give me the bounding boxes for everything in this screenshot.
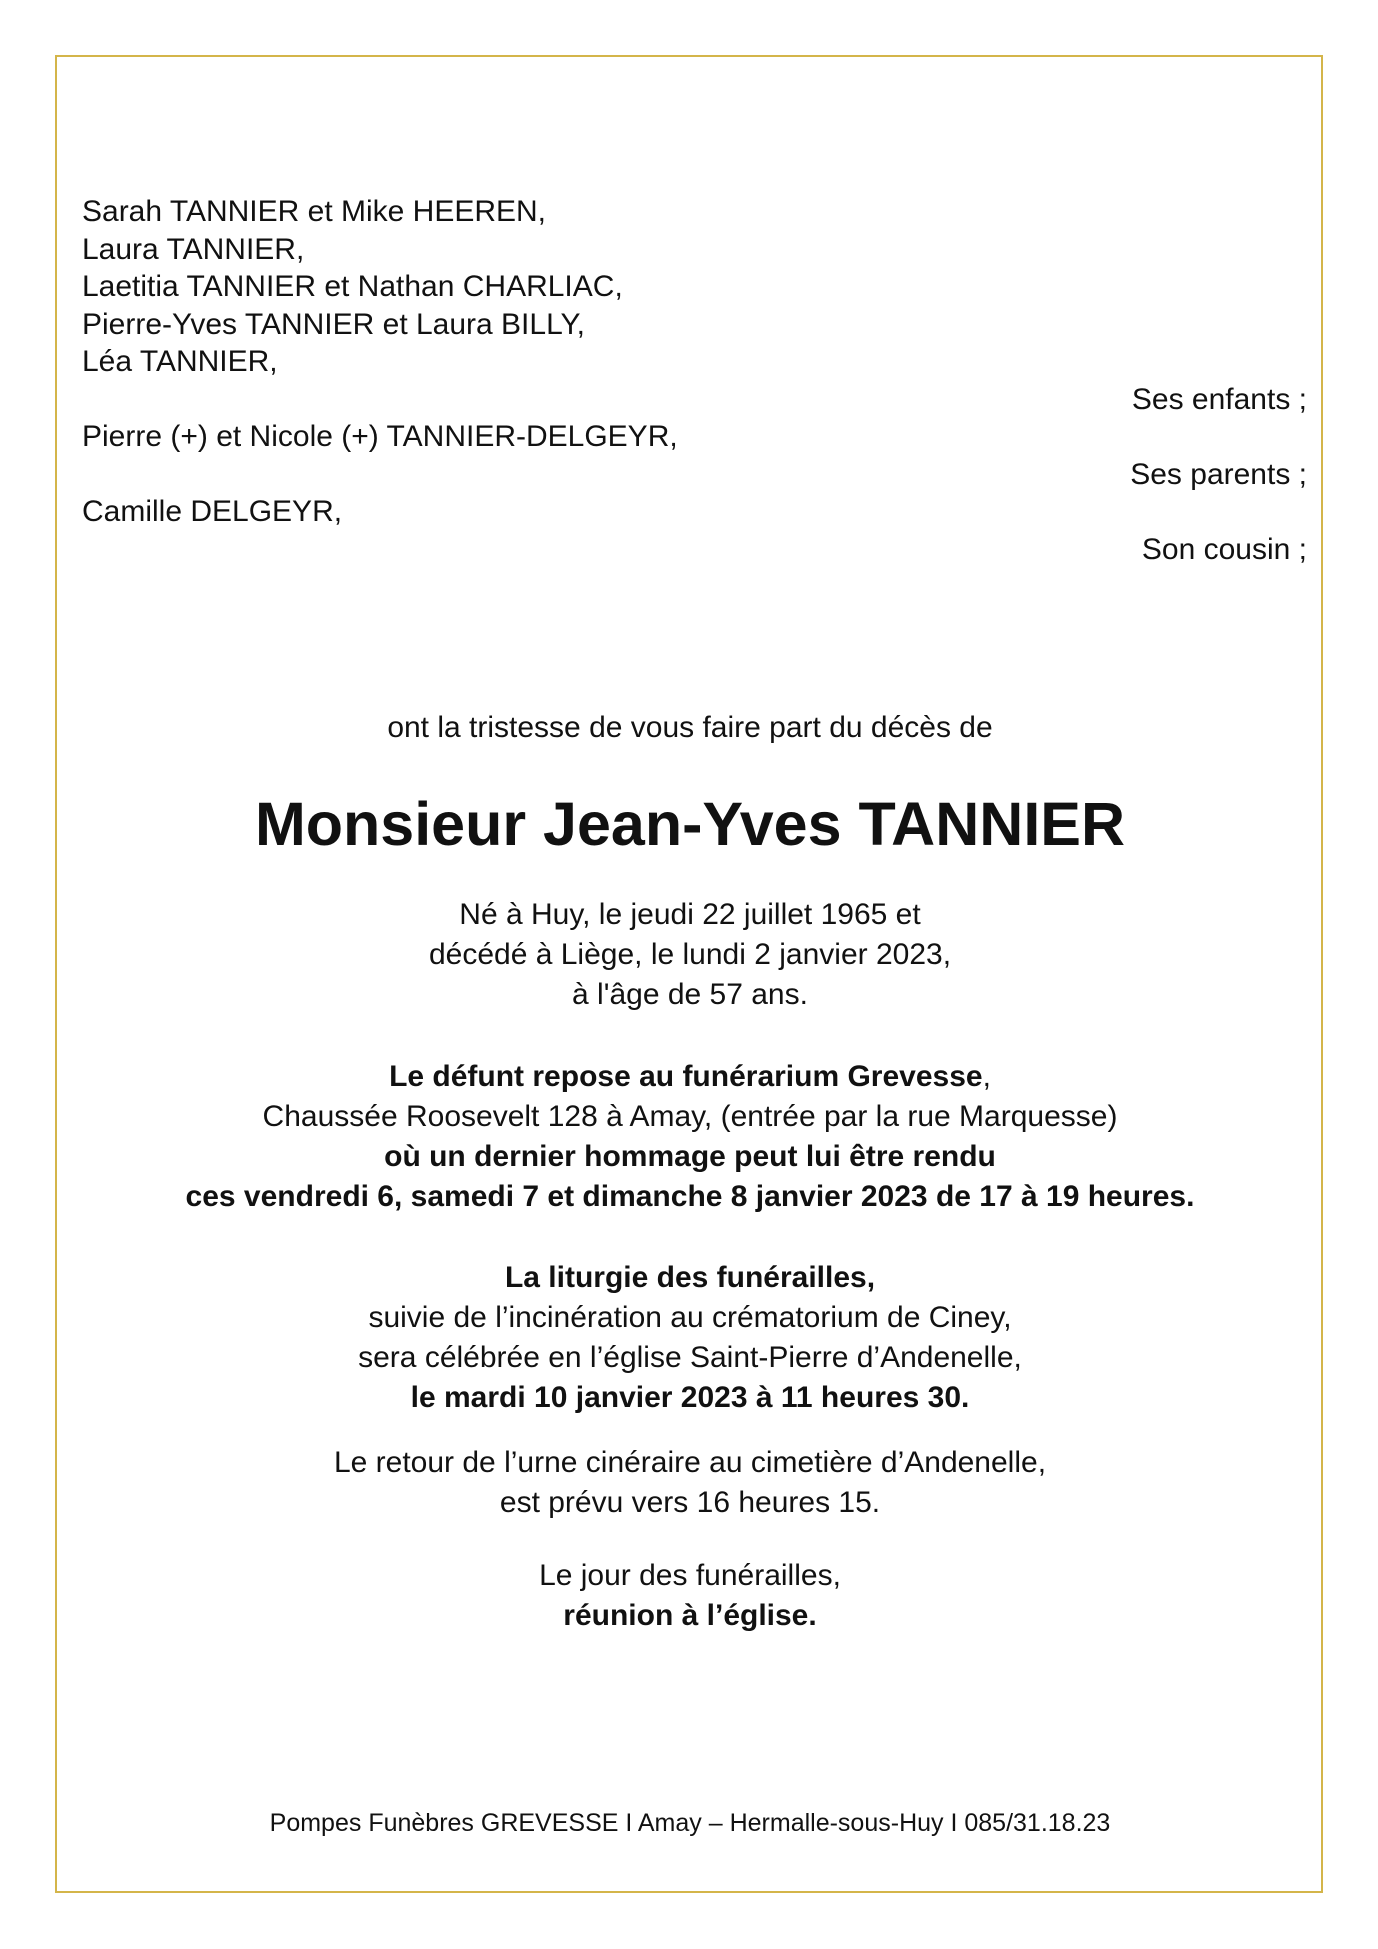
family-child-5: Léa TANNIER, [82, 345, 278, 378]
urn-line-2: est prévu vers 16 heures 15. [499, 1486, 881, 1519]
family-parents: Pierre (+) et Nicole (+) TANNIER-DELGEYR, [82, 420, 678, 453]
liturgy-section [60, 1258, 1320, 1418]
repose-schedule: ces vendredi 6, samedi 7 et dimanche 8 janvier 2023 de 17 à 19 heures. [185, 1180, 1195, 1213]
cousin-role: Son cousin ; [1141, 532, 1307, 566]
repose-heading: Le défunt repose au funérarium Grevesse [389, 1060, 983, 1093]
repose-address: Chaussée Roosevelt 128 à Amay, (entrée par la rue Marquesse) [262, 1100, 1118, 1133]
liturgy-datetime: le mardi 10 janvier 2023 à 11 heures 30. [410, 1381, 970, 1414]
announcement-intro: ont la tristesse de vous faire part du décès de [387, 711, 993, 744]
urn-line-1: Le retour de l’urne cinéraire au cimetière d’Andenelle, [333, 1446, 1047, 1479]
age-line: à l'âge de 57 ans. [572, 978, 808, 1011]
deceased-name: Monsieur Jean-Yves TANNIER [254, 790, 1126, 858]
parents-role: Ses parents ; [1130, 457, 1307, 491]
family-child-3: Laetitia TANNIER et Nathan CHARLIAC, [82, 270, 623, 303]
liturgy-church: sera célébrée en l’église Saint-Pierre d’Andenelle, [358, 1341, 1022, 1374]
repose-homage: où un dernier hommage peut lui être rendu [384, 1140, 996, 1173]
liturgy-cremation: suivie de l’incinération au crématorium de Ciney, [368, 1301, 1012, 1334]
urn-section [60, 1443, 1320, 1523]
life-dates [60, 895, 1320, 1015]
repose-section [60, 1057, 1320, 1217]
meeting-line-1: Le jour des funérailles, [539, 1559, 841, 1592]
birth-line: Né à Huy, le jeudi 22 juillet 1965 et [459, 898, 921, 931]
death-line: décédé à Liège, le lundi 2 janvier 2023, [428, 938, 952, 971]
family-cousin: Camille DELGEYR, [82, 495, 343, 528]
repose-heading-comma: , [982, 1060, 991, 1093]
meeting-section [60, 1556, 1320, 1636]
family-list [82, 193, 1307, 568]
children-role: Ses enfants ; [1131, 382, 1307, 416]
family-child-4: Pierre-Yves TANNIER et Laura BILLY, [82, 307, 586, 341]
funeral-home-footer: Pompes Funèbres GREVESSE I Amay – Hermalle-sous-Huy I 085/31.18.23 [269, 1809, 1111, 1837]
meeting-line-2: réunion à l’église. [563, 1599, 817, 1632]
family-child-1: Sarah TANNIER et Mike HEEREN, [82, 195, 547, 228]
liturgy-title: La liturgie des funérailles, [504, 1261, 876, 1294]
repose-line-1 [60, 1057, 1320, 1097]
family-child-2: Laura TANNIER, [82, 232, 305, 266]
